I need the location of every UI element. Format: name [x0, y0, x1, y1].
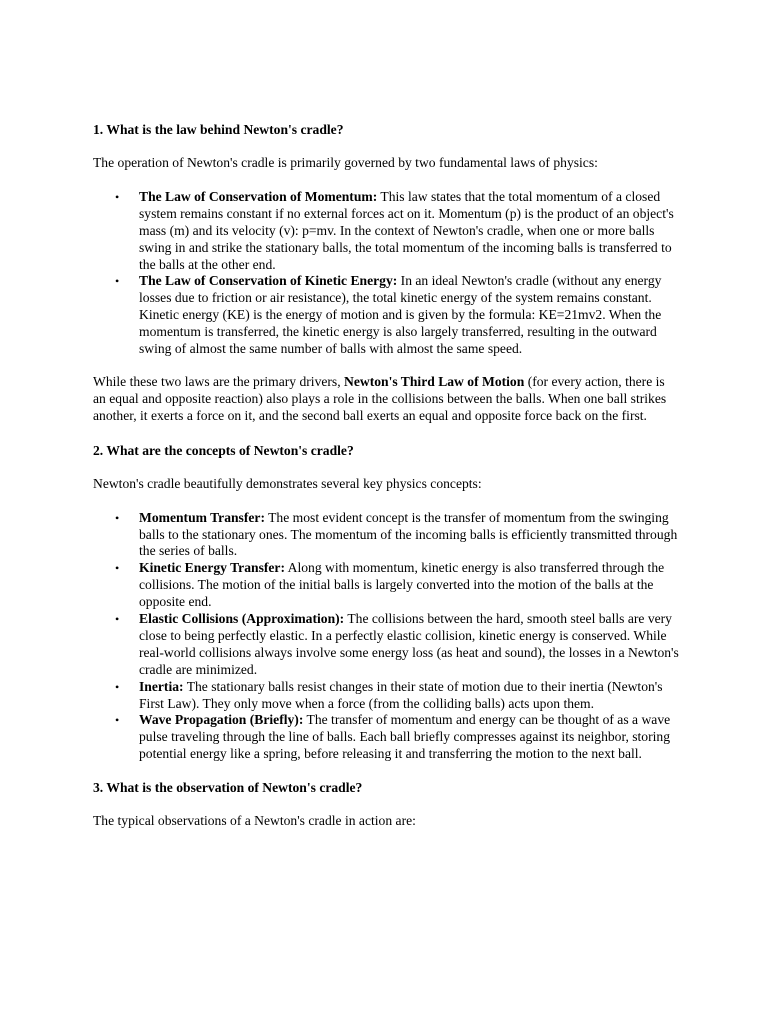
item-term: Kinetic Energy Transfer: — [139, 560, 285, 576]
list-item — [115, 509, 679, 561]
bullet-icon: • — [115, 713, 120, 728]
section-1-closing — [93, 374, 679, 425]
section-2-list — [93, 510, 679, 764]
item-term: Elastic Collisions (Approximation): — [139, 611, 345, 627]
list-item — [115, 560, 679, 611]
section-1-heading: 1. What is the law behind Newton's cradle? — [93, 122, 344, 137]
bullet-icon: • — [115, 189, 120, 204]
list-item — [115, 611, 679, 679]
bullet-icon: • — [115, 679, 120, 694]
closing-text: (for every action, there is an equal and opposite reaction) also plays a role in the collisions between the balls. When one ball strikes another, it exerts a force on it, and the second ball exerts an equal and opposite force back on the first. — [93, 373, 667, 423]
closing-bold: Newton's Third Law of Motion — [344, 373, 525, 389]
item-term: The Law of Conservation of Momentum: — [139, 188, 378, 204]
list-item — [115, 188, 679, 274]
item-text: The stationary balls resist changes in their state of motion due to their inertia (Newton's First Law). They only move when a force (from the colliding balls) acts upon them. — [139, 678, 663, 711]
item-term: Inertia: — [139, 678, 184, 694]
section-3-heading: 3. What is the observation of Newton's cradle? — [93, 780, 363, 796]
item-text: The most evident concept is the transfer of momentum from the swinging balls to the stationary ones. The momentum of the incoming balls is efficiently transmitted through the series of balls. — [139, 509, 678, 559]
item-text: This law states that the total momentum of a closed system remains constant if no external forces act on it. Momentum (p) is the product of an object's mass (m) and its velocity (v): p=mv. In the context of Newton's cradle, when one or more balls swing in and strike the stationary balls, the total momentum of the incoming balls is transferred to the balls at the other end. — [139, 188, 674, 272]
bullet-icon: • — [115, 274, 120, 289]
item-text: Along with momentum, kinetic energy is also transferred through the collisions. The motion of the initial balls is largely converted into the motion of the balls at the opposite end. — [139, 560, 665, 610]
item-text: The collisions between the hard, smooth steel balls are very close to being perfectly elastic. In a perfectly elastic collision, kinetic energy is conserved. While real-world collisions always involve some energy loss (as heat and sound), the losses in a Newton's cradle are minimized. — [139, 611, 679, 677]
bullet-icon: • — [115, 612, 120, 627]
bullet-icon: • — [115, 510, 120, 525]
item-term: The Law of Conservation of Kinetic Energy: — [139, 273, 398, 289]
list-item — [115, 712, 679, 763]
list-item — [115, 273, 679, 358]
section-3-intro: The typical observations of a Newton's cradle in action are: — [93, 813, 416, 829]
item-text: In an ideal Newton's cradle (without any energy losses due to friction or air resistance), the total kinetic energy of the system remains constant. Kinetic energy (KE) is the energy of motion and is given by the formula: KE=21mv2. When the momentum is transferred, the kinetic energy is also largely transferred, resulting in the outward swing of almost the same number of balls with almost the same speed. — [139, 273, 662, 357]
section-2-intro: Newton's cradle beautifully demonstrates several key physics concepts: — [93, 475, 482, 491]
closing-text: While these two laws are the primary drivers, — [93, 373, 345, 389]
item-term: Momentum Transfer: — [139, 509, 265, 525]
section-1-intro: The operation of Newton's cradle is primarily governed by two fundamental laws of physics: — [93, 155, 598, 170]
section-1-list — [93, 189, 679, 358]
document-page — [93, 121, 679, 830]
section-2-heading: 2. What are the concepts of Newton's cradle? — [93, 442, 354, 458]
bullet-icon: • — [115, 561, 120, 576]
item-text: The transfer of momentum and energy can be thought of as a wave pulse traveling through the line of balls. Each ball briefly compresses against its neighbor, storing potential energy like a spring, before releasing it and transferring the motion to the next ball. — [139, 712, 671, 762]
item-term: Wave Propagation (Briefly): — [139, 712, 304, 728]
list-item — [115, 678, 679, 713]
